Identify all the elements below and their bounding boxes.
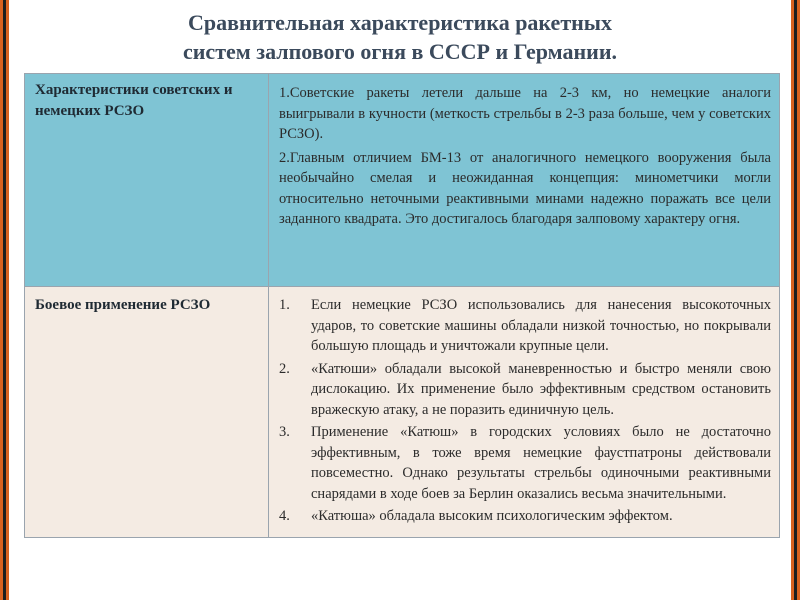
comparison-table — [24, 73, 780, 538]
comparison-table-container — [24, 73, 780, 600]
combat-use-list — [279, 295, 771, 527]
row-header-characteristics: Характеристики советских и немецких РСЗО — [25, 74, 269, 287]
list-item-text: «Катюши» обладали высокой маневренностью и быстро меняли свою дислокацию. Их применение было эффективным средством остановить вражескую атаку, а не поразить единичную цель. — [311, 360, 771, 418]
list-item-number: 4. — [279, 508, 290, 524]
list-item-text: «Катюша» обладала высоким психологическим эффектом. — [311, 508, 673, 524]
row-content-characteristics — [269, 74, 780, 287]
row-header-combat-use: Боевое применение РСЗО — [25, 287, 269, 538]
list-item-number: 1. — [279, 85, 290, 101]
list-item — [279, 422, 771, 504]
table-row — [25, 74, 780, 287]
list-item-number: 3. — [279, 424, 290, 440]
list-item — [279, 148, 771, 230]
list-item-text: Применение «Катюш» в городских условиях было не достаточно эффективным, в тоже время немецкие фаустпатроны действовали повсеместно. Однако результаты стрельбы одиночными реактивными снарядами в ходе боев за Берлин оказались весьма значительными. — [311, 424, 771, 502]
list-item-text: Главным отличием БМ-13 от аналогичного немецкого вооружения была необычайно смелая и неожиданная концепция: минометчики могли относительно неточными реактивными минами надежно поражать все цели заданного квадрата. Это достигалось благодаря залповому характеру огня. — [279, 149, 771, 227]
list-item-number: 2. — [279, 149, 290, 166]
right-ribbon-decoration — [791, 0, 800, 600]
table-row — [25, 287, 780, 538]
slide-title-line-2: систем залпового огня в СССР и Германии. — [182, 39, 618, 64]
list-item-number: 1. — [279, 297, 290, 313]
row-content-combat-use — [269, 287, 780, 538]
list-item-number: 2. — [279, 360, 290, 377]
list-item — [279, 506, 771, 527]
left-ribbon-decoration — [0, 0, 9, 600]
slide-title-line-1: Сравнительная характеристика ракетных — [188, 10, 612, 35]
list-item-text: Если немецкие РСЗО использовались для нанесения высокоточных ударов, то советские машины обладали низкой точностью, но покрывали большую площадь и уничтожали крупные цели. — [311, 297, 771, 354]
list-item-text: Советские ракеты летели дальше на 2-3 км, но немецкие аналоги выигрывали в кучности (меткость стрельбы в 2-3 раза больше, чем у советских РСЗО). — [279, 85, 771, 142]
list-item — [279, 359, 771, 421]
slide-title — [40, 8, 760, 66]
list-item — [279, 295, 771, 357]
list-item — [279, 83, 771, 145]
